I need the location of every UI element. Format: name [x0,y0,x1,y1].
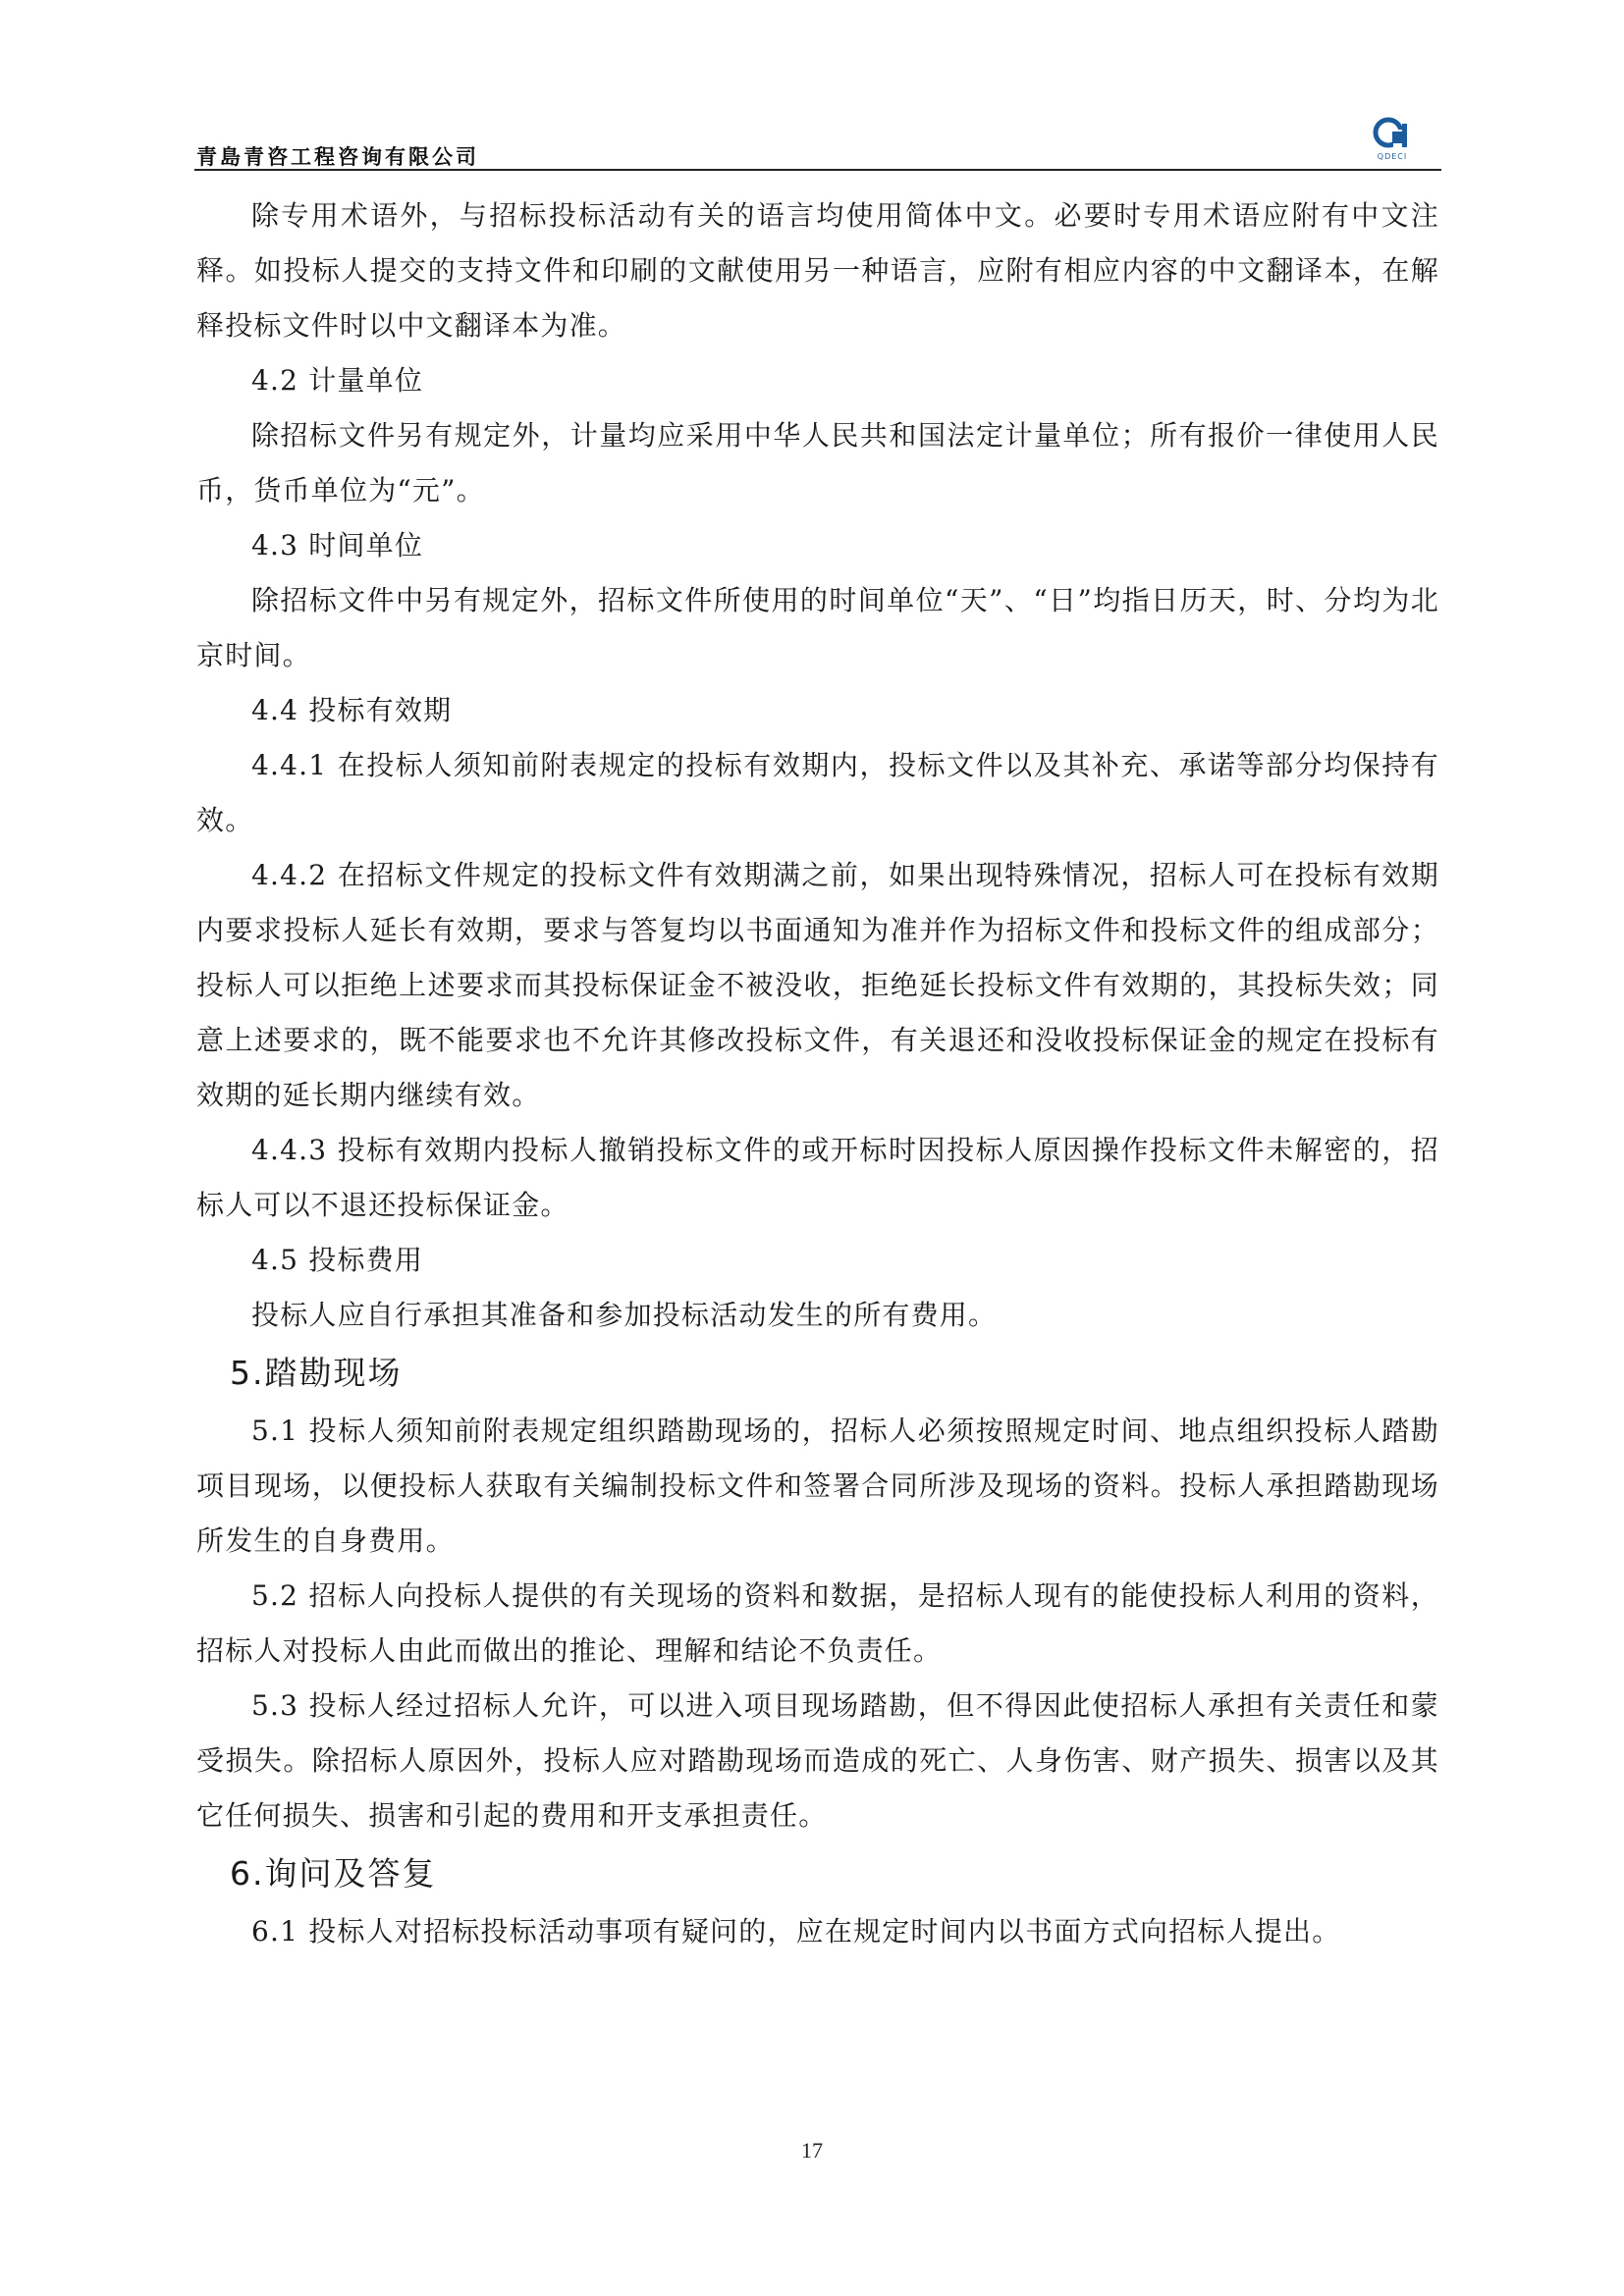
paragraph: 投标人应自行承担其准备和参加投标活动发生的所有费用。 [251,1299,998,1331]
paragraph: 4.4.2 在招标文件规定的投标文件有效期满之前，如果出现特殊情况，招标人可在投标有效期内要求投标人延长有效期，要求与答复均以书面通知为准并作为招标文件和投标文件的组成部分；投标人可以拒绝上述要求而其投标保证金不被没收，拒绝延长投标文件有效期的，其投标失效；同意上述要求的，既不能要求也不允许其修改投标文件，有关退还和没收投标保证金的规定在投标有效期的延长期内继续有效。 [196,859,1439,1111]
paragraph: 除招标文件另有规定外，计量均应采用中华人民共和国法定计量单位；所有报价一律使用人民币，货币单位为“元”。 [196,419,1439,507]
paragraph: 5.3 投标人经过招标人允许，可以进入项目现场踏勘，但不得因此使招标人承担有关责任和蒙受损失。除招标人原因外，投标人应对踏勘现场而造成的死亡、人身伤害、财产损失、损害以及其它任何损失、损害和引起的费用和开支承担责任。 [196,1689,1439,1832]
section-heading: 5.踏勘现场 [230,1354,403,1392]
paragraph: 4.4.3 投标有效期内投标人撤销投标文件的或开标时因投标人原因操作投标文件未解密的，招标人可以不退还投标保证金。 [196,1134,1439,1221]
paragraph: 4.4.1 在投标人须知前附表规定的投标有效期内，投标文件以及其补充、承诺等部分均保持有效。 [196,749,1439,836]
header-divider [194,169,1441,171]
paragraph: 4.5 投标费用 [251,1244,424,1276]
logo-text: QDECI [1377,152,1408,161]
page-number: 17 [801,2138,823,2163]
paragraph: 5.1 投标人须知前附表规定组织踏勘现场的，招标人必须按照规定时间、地点组织投标人踏勘项目现场，以便投标人获取有关编制投标文件和签署合同所涉及现场的资料。投标人承担踏勘现场所发生的自身费用。 [196,1415,1439,1557]
paragraph: 4.3 时间单位 [251,529,424,561]
paragraph: 除招标文件中另有规定外，招标文件所使用的时间单位“天”、“日”均指日历天，时、分均为北京时间。 [196,584,1439,671]
paragraph: 6.1 投标人对招标投标活动事项有疑问的，应在规定时间内以书面方式向招标人提出。 [251,1915,1341,1948]
document-body [196,188,1439,1959]
paragraph: 5.2 招标人向投标人提供的有关现场的资料和数据，是招标人现有的能使投标人利用的资料，招标人对投标人由此而做出的推论、理解和结论不负责任。 [196,1579,1439,1667]
page-header [194,110,1441,169]
qdeci-logo-icon [1369,116,1416,163]
section-heading: 6.询问及答复 [230,1854,437,1893]
paragraph: 4.4 投标有效期 [251,694,453,726]
company-name: 青島青咨工程咨询有限公司 [196,145,479,169]
paragraph: 4.2 计量单位 [251,364,424,397]
paragraph: 除专用术语外，与招标投标活动有关的语言均使用简体中文。必要时专用术语应附有中文注释。如投标人提交的支持文件和印刷的文献使用另一种语言，应附有相应内容的中文翻译本，在解释投标文件时以中文翻译本为准。 [196,199,1439,342]
